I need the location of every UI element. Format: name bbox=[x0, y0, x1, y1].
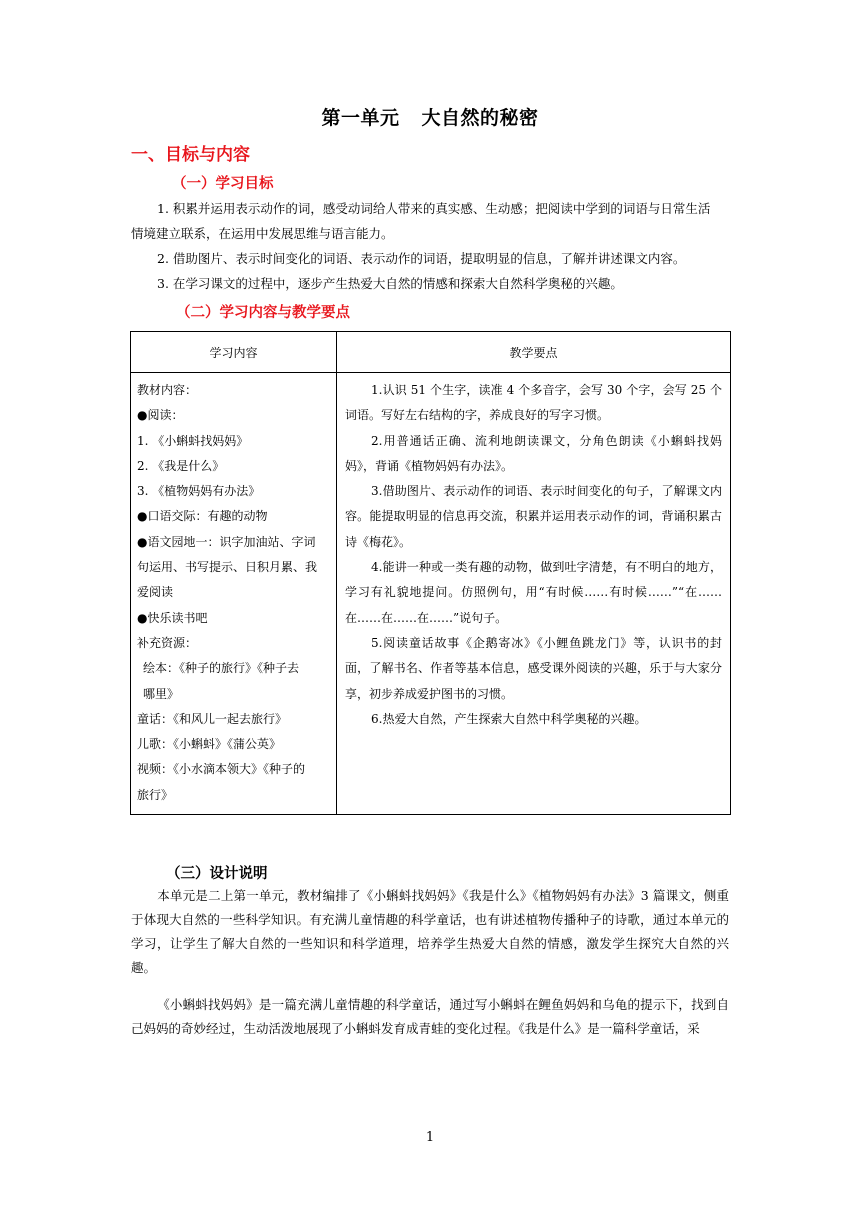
list-item: ●语文园地一：识字加油站、字词 bbox=[137, 534, 316, 549]
list-item: 绘本：《种子的旅行》《种子去 bbox=[143, 661, 300, 676]
list-item: ●阅读： bbox=[137, 408, 184, 423]
goal-2 bbox=[131, 247, 729, 271]
page-title bbox=[0, 103, 860, 130]
subheading-learning-goals: （一）学习目标 bbox=[172, 176, 274, 192]
goal-1 bbox=[131, 197, 729, 221]
teaching-point-2: 2.用普通话正确、流利地朗读课文，分角色朗读《小蝌蚪找妈妈》，背诵《植物妈妈有办法》。 bbox=[345, 433, 722, 473]
teaching-point-6: 6.热爱大自然，产生探索大自然中科学奥秘的兴趣。 bbox=[371, 711, 647, 726]
list-item: 教材内容： bbox=[137, 383, 198, 397]
teaching-point-5: 5.阅读童话故事《企鹅寄冰》《小鲤鱼跳龙门》等，认识书的封面，了解书名、作者等基本信息，感受课外阅读的兴趣，乐于与大家分享，初步养成爱护图书的习惯。 bbox=[345, 635, 722, 701]
goal-2-text: 2. 借助图片、表示时间变化的词语、表示动作的词语，提取明显的信息，了解并讲述课文内容。 bbox=[157, 251, 686, 266]
teaching-point-1: 1.认识 51 个生字，读准 4 个多音字，会写 30 个字，会写 25 个词语。写好左右结构的字，养成良好的写字习惯。 bbox=[345, 383, 722, 423]
goal-3 bbox=[131, 272, 729, 296]
page-number: 1 bbox=[425, 1130, 435, 1145]
list-item: 2. 《我是什么》 bbox=[137, 458, 225, 473]
design-paragraph-2-text: 《小蝌蚪找妈妈》是一篇充满儿童情趣的科学童话，通过写小蝌蚪在鲤鱼妈妈和乌龟的提示下，找到自己妈妈的奇妙经过，生动活泼地展现了小蝌蚪发育成青蛙的变化过程。《我是什么》是一篇科学童话，采 bbox=[131, 997, 729, 1036]
design-paragraph-1-text: 本单元是二上第一单元，教材编排了《小蝌蚪找妈妈》《我是什么》《植物妈妈有办法》3 篇课文，侧重于体现大自然的一些科学知识。有充满儿童情趣的科学童话，也有讲述植物传播种子的诗歌，通过本单元的学习，让学生了解大自然的一些知识和科学道理，培养学生热爱大自然的情感，激发学生探究大自然的兴趣。 bbox=[131, 888, 729, 975]
list-item: 旅行》 bbox=[137, 787, 174, 802]
goal-3-text: 3. 在学习课文的过程中，逐步产生热爱大自然的情感和探索大自然科学奥秘的兴趣。 bbox=[157, 276, 623, 291]
teaching-point-4: 4.能讲一种或一类有趣的动物，做到吐字清楚，有不明白的地方，学习有礼貌地提问。仿照例句，用“有时候……有时候……”“在……在……在……在……”说句子。 bbox=[345, 560, 722, 625]
list-item: ●口语交际：有趣的动物 bbox=[137, 509, 268, 524]
teaching-point-3: 3.借助图片、表示动作的词语、表示时间变化的句子，了解课文内容。能提取明显的信息再交流，积累并运用表示动作的词，背诵积累古诗《梅花》。 bbox=[345, 484, 722, 549]
list-item: 儿歌：《小蝌蚪》《蒲公英》 bbox=[137, 737, 282, 752]
teaching-points-cell bbox=[337, 373, 731, 815]
list-item: 句运用、书写提示、日积月累、我 bbox=[137, 560, 318, 575]
table-header-row bbox=[131, 332, 731, 373]
table-header-points: 教学要点 bbox=[337, 332, 731, 373]
goal-1-line1: 1. 积累并运用表示动作的词，感受动词给人带来的真实感、生动感；把阅读中学到的词语与日常生活 bbox=[157, 201, 711, 216]
list-item: 1. 《小蝌蚪找妈妈》 bbox=[137, 433, 249, 448]
list-item: ●快乐读书吧 bbox=[137, 610, 208, 625]
design-paragraph-2 bbox=[131, 993, 729, 1041]
title-theme: 大自然的秘密 bbox=[421, 107, 539, 129]
list-item: 童话：《和风儿一起去旅行》 bbox=[137, 711, 288, 726]
table-header-content: 学习内容 bbox=[131, 332, 337, 373]
list-item: 3. 《植物妈妈有办法》 bbox=[137, 484, 261, 499]
subheading-design-notes: （三）设计说明 bbox=[166, 866, 268, 882]
subheading-content-points: （二）学习内容与教学要点 bbox=[176, 305, 350, 321]
list-item: 爱阅读 bbox=[137, 585, 174, 600]
title-unit: 第一单元 bbox=[321, 107, 400, 129]
list-item: 视频：《小水滴本领大》《种子的 bbox=[137, 762, 306, 777]
list-item: 补充资源： bbox=[137, 635, 198, 650]
learning-content-cell bbox=[131, 373, 337, 815]
table-body-row bbox=[131, 373, 731, 815]
content-table bbox=[130, 331, 731, 815]
section-heading-goals-content: 一、目标与内容 bbox=[131, 145, 250, 165]
list-item: 哪里》 bbox=[143, 686, 180, 701]
design-paragraph-1 bbox=[131, 884, 729, 980]
goal-1-cont: 情境建立联系，在运用中发展思维与语言能力。 bbox=[131, 226, 394, 241]
